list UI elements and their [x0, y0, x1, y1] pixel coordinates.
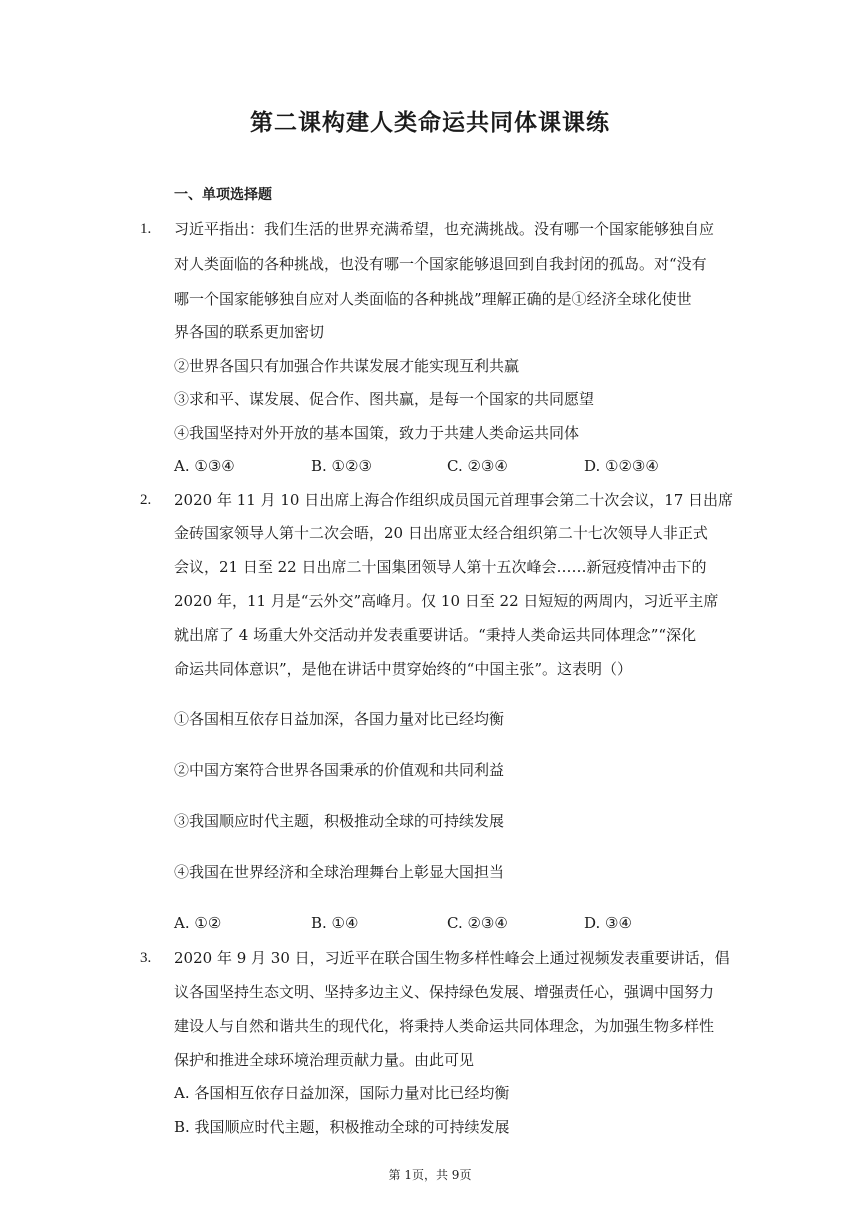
question-text-line: ③求和平、谋发展、促合作、图共赢，是每一个国家的共同愿望 — [174, 390, 595, 408]
question-text-line: ②世界各国只有加强合作共谋发展才能实现互利共赢 — [174, 357, 520, 375]
question-text-line: 保护和推进全球环境治理贡献力量。由此可见 — [174, 1051, 475, 1069]
question-text-line: 对人类面临的各种挑战，也没有哪一个国家能够退回到自我封闭的孤岛。对“没有 — [174, 255, 707, 273]
page-title: 第二课构建人类命运共同体课课练 — [250, 110, 610, 136]
answer-option[interactable]: D. ①②③④ — [584, 457, 659, 475]
answer-option[interactable]: A. ①③④ — [174, 457, 235, 475]
question-text-line: ④我国坚持对外开放的基本国策，致力于共建人类命运共同体 — [174, 424, 580, 442]
answer-option[interactable]: B. ①②③ — [311, 457, 372, 475]
answer-option[interactable]: B. 我国顺应时代主题，积极推动全球的可持续发展 — [174, 1118, 510, 1136]
question-text-line: 2020 年 9 月 30 日，习近平在联合国生物多样性峰会上通过视频发表重要讲话，倡 — [174, 949, 730, 967]
question-item: ②中国方案符合世界各国秉承的价值观和共同利益 — [174, 761, 505, 779]
answer-option[interactable]: A. 各国相互依存日益加深，国际力量对比已经均衡 — [174, 1084, 510, 1102]
question-text-line: 金砖国家领导人第十二次会晤，20 日出席亚太经合组织第二十七次领导人非正式 — [174, 524, 708, 542]
answer-option[interactable]: D. ③④ — [584, 914, 632, 932]
question-text-line: 议各国坚持生态文明、坚持多边主义、保持绿色发展、增强责任心，强调中国努力 — [174, 983, 715, 1001]
question-text-line: 2020 年 11 月 10 日出席上海合作组织成员国元首理事会第二十次会议，17 日出席 — [174, 491, 734, 509]
question-text-line: 哪一个国家能够独自应对人类面临的各种挑战”理解正确的是①经济全球化使世 — [174, 290, 692, 308]
answer-option[interactable]: A. ①② — [174, 914, 222, 932]
question-text-line: 就出席了 4 场重大外交活动并发表重要讲话。“秉持人类命运共同体理念”“深化 — [174, 626, 697, 644]
question-text-line: 会议，21 日至 22 日出席二十国集团领导人第十五次峰会……新冠疫情冲击下的 — [174, 558, 707, 576]
answer-option[interactable]: C. ②③④ — [447, 914, 508, 932]
question-number: 2. — [140, 492, 152, 508]
question-text-line: 界各国的联系更加密切 — [174, 323, 325, 341]
page-footer: 第 1页，共 9页 — [388, 1168, 472, 1182]
question-text-line: 习近平指出：我们生活的世界充满希望，也充满挑战。没有哪一个国家能够独自应 — [174, 220, 715, 238]
question-number: 3. — [140, 950, 152, 966]
question-item: ①各国相互依存日益加深，各国力量对比已经均衡 — [174, 710, 505, 728]
answer-option[interactable]: B. ①④ — [311, 914, 359, 932]
question-item: ③我国顺应时代主题，积极推动全球的可持续发展 — [174, 812, 505, 830]
answer-option[interactable]: C. ②③④ — [447, 457, 508, 475]
question-text-line: 命运共同体意识”，是他在讲话中贯穿始终的“中国主张”。这表明（） — [174, 660, 633, 678]
question-text-line: 2020 年，11 月是“云外交”高峰月。仅 10 日至 22 日短短的两周内，习近平主席 — [174, 592, 719, 610]
section-heading: 一、单项选择题 — [174, 187, 272, 203]
question-item: ④我国在世界经济和全球治理舞台上彰显大国担当 — [174, 863, 505, 881]
question-text-line: 建设人与自然和谐共生的现代化，将秉持人类命运共同体理念，为加强生物多样性 — [174, 1017, 715, 1035]
question-number: 1. — [140, 221, 152, 237]
